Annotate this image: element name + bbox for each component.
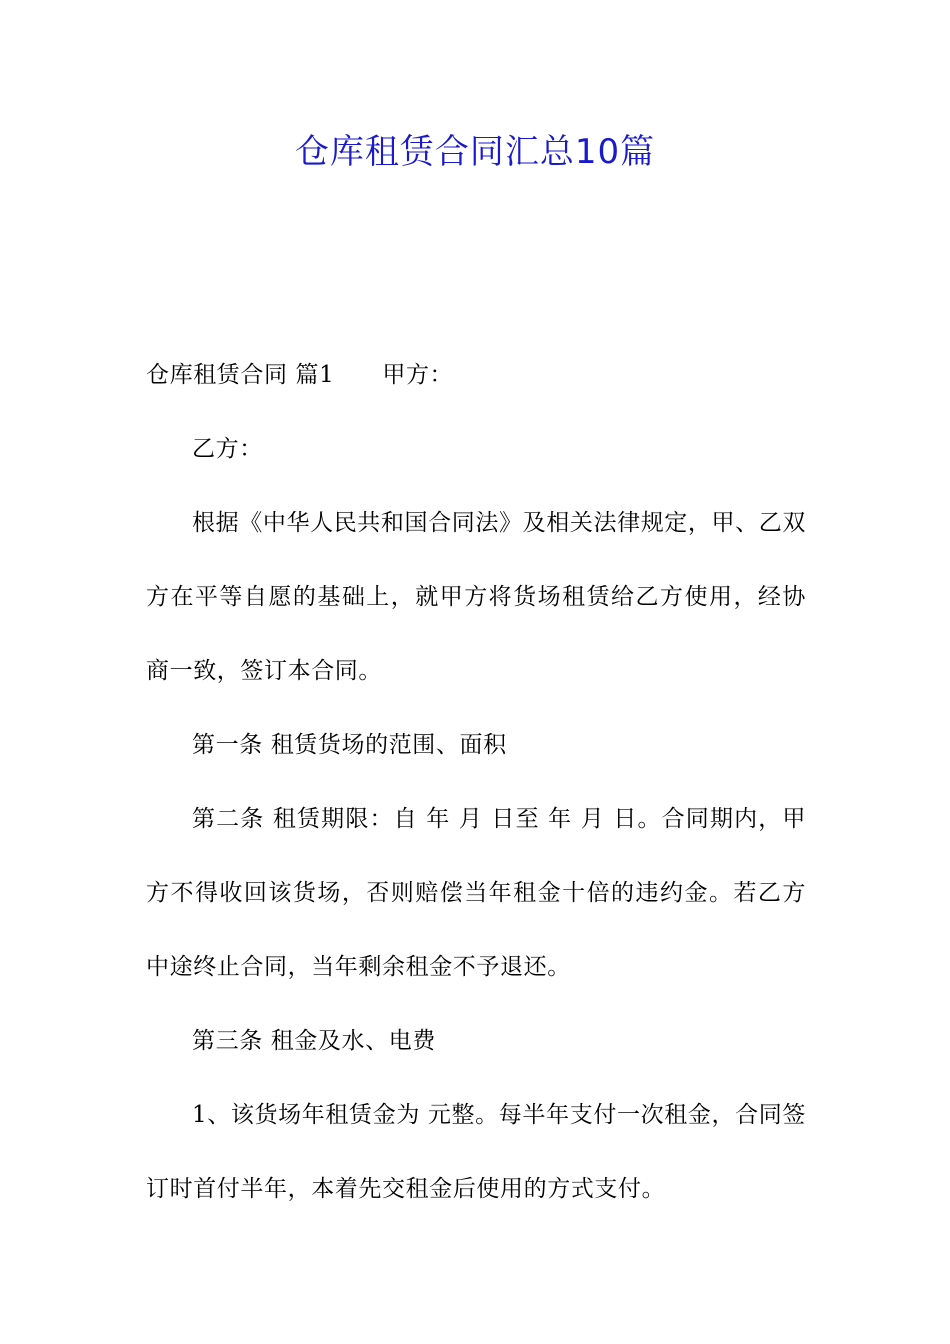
document-body — [146, 338, 806, 1226]
document-title: 仓库租赁合同汇总10篇 — [294, 132, 656, 172]
paragraph-party-b: 乙方： — [192, 436, 263, 462]
paragraph-preamble: 根据《中华人民共和国合同法》及相关法律规定，甲、乙双方在平等自愿的基础上，就甲方将货场租赁给乙方使用，经协商一致，签订本合同。 — [146, 510, 806, 684]
contract-section-heading: 仓库租赁合同 篇1 — [146, 362, 335, 388]
paragraph-article-3-item-1: 1、该货场年租赁金为 元整。每半年支付一次租金，合同签订时首付半年，本着先交租金后使用的方式支付。 — [146, 1102, 806, 1202]
paragraph-article-3: 第三条 租金及水、电费 — [192, 1028, 436, 1054]
paragraph-article-1: 第一条 租赁货场的范围、面积 — [192, 732, 507, 758]
party-a-label: 甲方： — [382, 362, 454, 388]
paragraph-contract-heading — [146, 338, 806, 412]
paragraph-article-2: 第二条 租赁期限：自 年 月 日至 年 月 日。合同期内，甲方不得收回该货场，否则赔偿当年租金十倍的违约金。若乙方中途终止合同，当年剩余租金不予退还。 — [146, 806, 806, 980]
